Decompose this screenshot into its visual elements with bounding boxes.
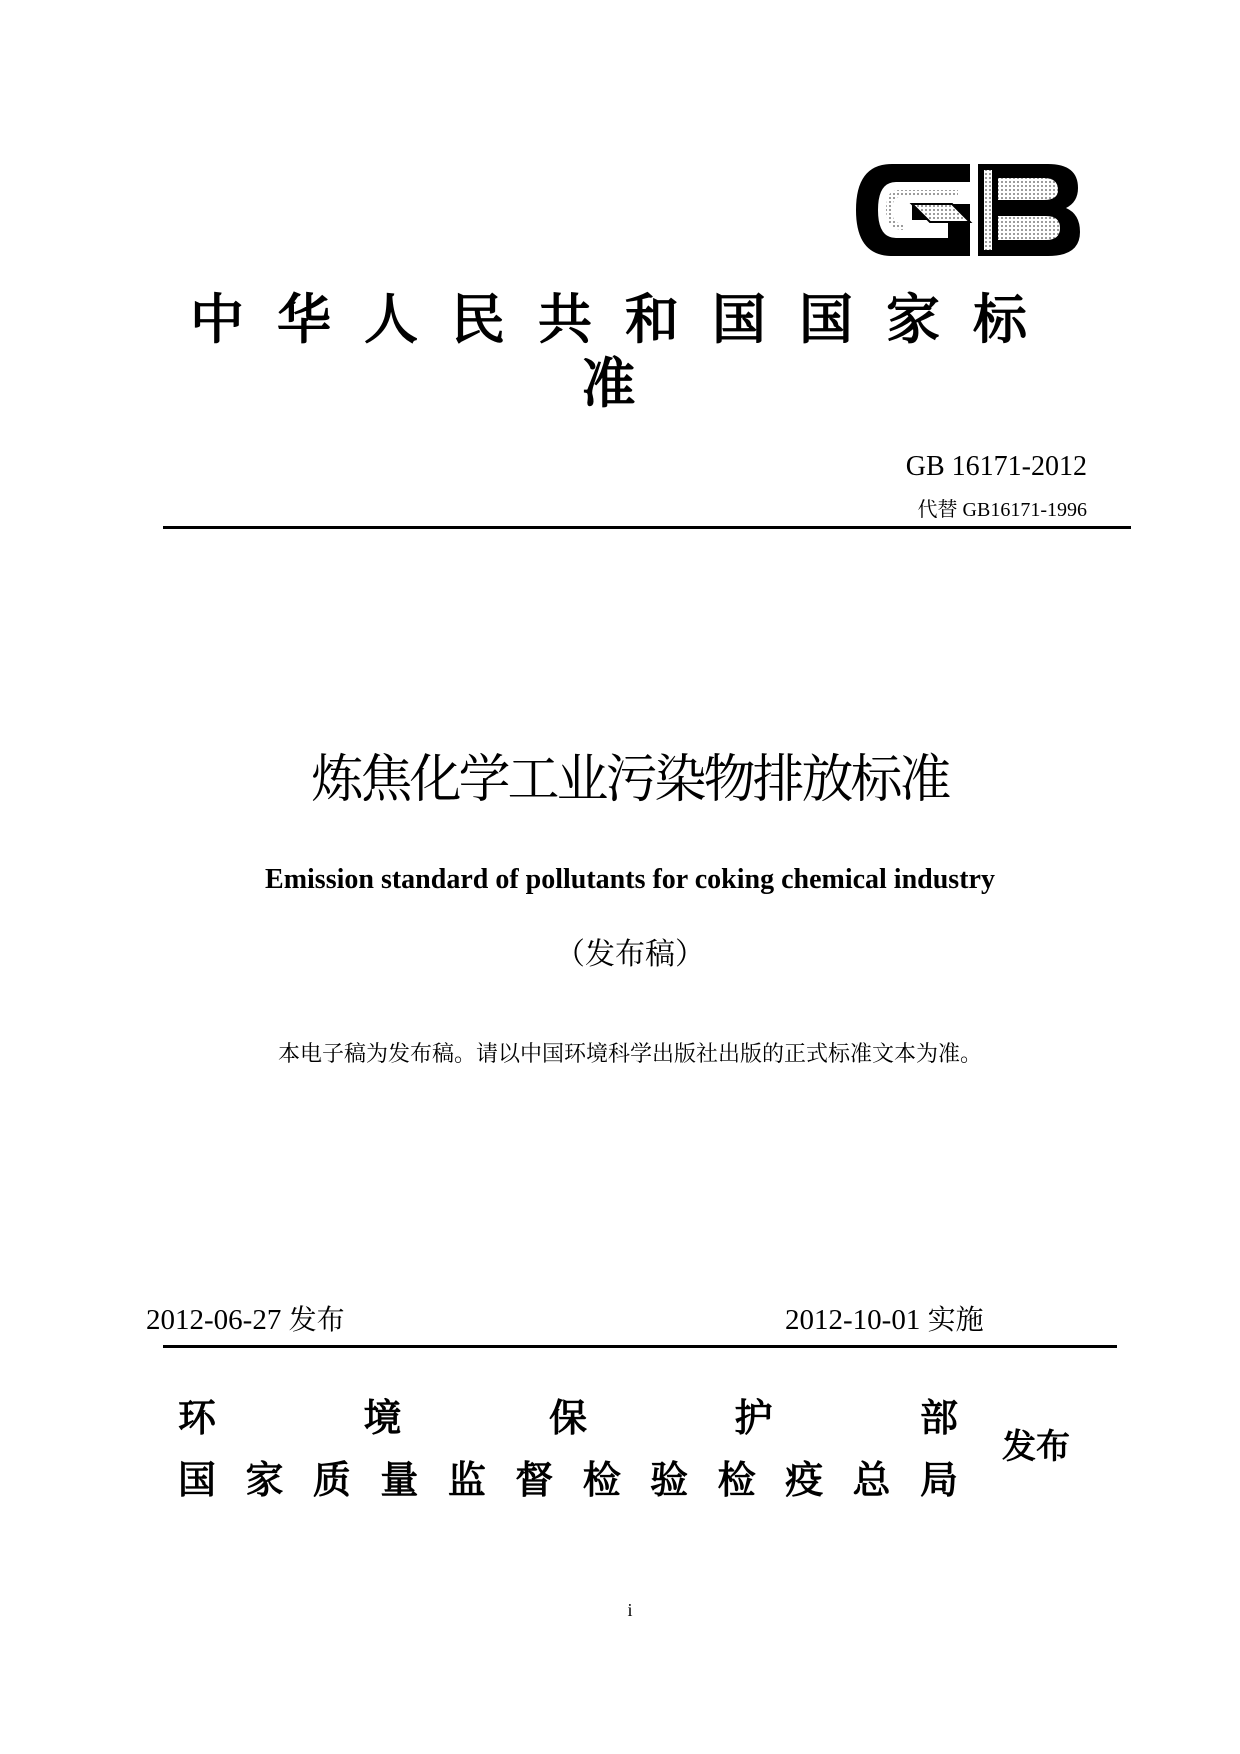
issuer-action: 发布 [1002,1427,1070,1467]
issuer-char: 检 [717,1458,756,1502]
notice-text: 本电子稿为发布稿。请以中国环境科学出版社出版的正式标准文本为准。 [277,1042,982,1067]
effective-date: 2012-10-01 [785,1304,921,1336]
standard-number: GB 16171-2012 [905,451,1087,482]
page-number: i [627,1600,633,1620]
issuer-char: 疫 [785,1458,824,1502]
replaces-number: GB16171-1996 [962,499,1087,521]
effective-date-line [785,1302,984,1338]
issuer-char: 总 [852,1458,891,1502]
issuer-char: 环 [178,1396,217,1440]
issuer-char: 国 [178,1458,217,1502]
title-english: Emission standard of pollutants for coking chemical industry [265,864,995,895]
issuer-char: 验 [650,1458,689,1502]
country-title: 中华人民共和国国家标准 [190,288,1060,415]
issuer-ministry [178,1394,958,1442]
effective-label: 实施 [927,1303,984,1336]
issuer-char: 监 [447,1458,486,1502]
issuer-char: 量 [380,1458,419,1502]
title-chinese: 炼焦化学工业污染物排放标准 [311,750,949,810]
issuer-char: 保 [548,1396,587,1440]
issue-date-line [146,1302,345,1338]
issuer-char: 督 [515,1458,554,1502]
gb-logo [852,160,1084,260]
issuer-aqsiq [178,1456,958,1504]
issue-label: 发布 [288,1303,345,1336]
issuer-char: 护 [734,1396,773,1440]
bottom-divider [163,1345,1117,1348]
top-divider [163,526,1131,529]
issuer-char: 检 [582,1458,621,1502]
issuer-char: 局 [919,1458,958,1502]
draft-label: （发布稿） [555,937,705,972]
replaces-label: 代替 [917,497,958,521]
issue-date: 2012-06-27 [146,1304,282,1336]
replaces-line [918,496,1087,523]
issuer-char: 质 [312,1458,351,1502]
issuer-char: 家 [245,1458,284,1502]
issuer-char: 境 [363,1396,402,1440]
issuer-char: 部 [919,1396,958,1440]
